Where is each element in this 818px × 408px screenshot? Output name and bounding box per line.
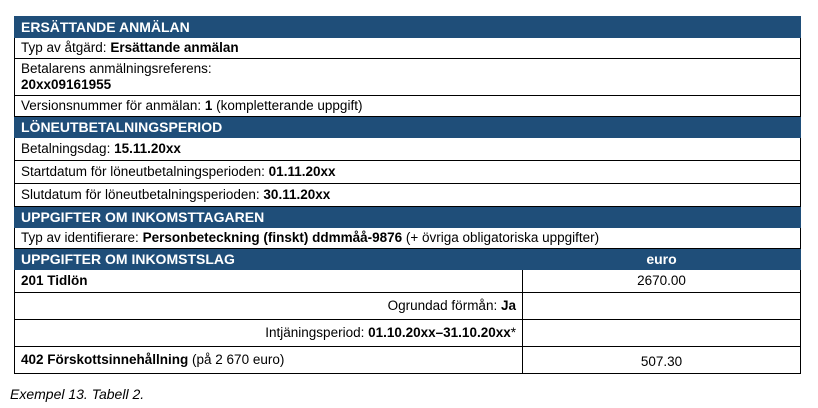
section-title: UPPGIFTER OM INKOMSTSLAG	[15, 249, 523, 270]
action-label: Typ av åtgärd:	[21, 40, 111, 55]
withholding-cell	[15, 347, 523, 374]
payer-ref-label: Betalarens anmälningsreferens:	[21, 61, 212, 76]
payment-date-cell	[15, 138, 801, 161]
payment-date-label: Betalningsdag:	[21, 141, 115, 156]
table-row	[15, 320, 801, 347]
version-value: 1	[204, 98, 213, 113]
id-type-note: (+ övriga obligatoriska uppgifter)	[402, 230, 600, 245]
table-row	[15, 138, 801, 161]
action-cell	[15, 38, 801, 59]
earning-period-mark: *	[510, 325, 516, 340]
version-cell	[15, 96, 801, 117]
payer-ref-cell	[15, 59, 801, 96]
end-date-value: 30.11.20xx	[263, 187, 331, 202]
payment-date-value: 15.11.20xx	[114, 141, 181, 156]
table-row	[15, 184, 801, 207]
table-row	[15, 59, 801, 96]
section-title: LÖNEUTBETALNINGSPERIOD	[15, 117, 801, 138]
table-row	[15, 38, 801, 59]
section-title: UPPGIFTER OM INKOMSTTAGAREN	[15, 207, 801, 228]
id-type-label: Typ av identifierare:	[21, 230, 143, 245]
end-date-label: Slutdatum för löneutbetalningsperioden:	[21, 187, 264, 202]
unjustified-label: Ogrundad förmån:	[387, 298, 501, 313]
section-header-pay-period	[15, 117, 801, 138]
earning-period-cell	[15, 320, 523, 347]
section-header-income-types	[15, 249, 801, 270]
table-row	[15, 228, 801, 249]
report-table	[14, 16, 801, 374]
table-row	[15, 347, 801, 374]
section-title: ERSÄTTANDE ANMÄLAN	[15, 17, 801, 38]
start-date-cell	[15, 161, 801, 184]
version-note: (kompletterande uppgift)	[212, 98, 363, 113]
end-date-cell	[15, 184, 801, 207]
start-date-value: 01.11.20xx	[268, 164, 336, 179]
unjustified-benefit-cell	[15, 293, 523, 320]
section-header-replacing-report	[15, 17, 801, 38]
earning-period-value: 01.10.20xx–31.10.20xx	[368, 325, 511, 340]
withholding-label: 402 Förskottsinnehållning	[21, 352, 189, 367]
start-date-label: Startdatum för löneutbetalningsperioden:	[21, 164, 269, 179]
table-caption: Exempel 13. Tabell 2.	[10, 386, 145, 402]
id-type-cell	[15, 228, 801, 249]
currency-header: euro	[523, 249, 801, 270]
withholding-note: (på 2 670 euro)	[188, 352, 285, 367]
version-label: Versionsnummer för anmälan:	[21, 98, 205, 113]
section-header-income-earner	[15, 207, 801, 228]
action-value: Ersättande anmälan	[110, 40, 239, 55]
empty-cell	[523, 320, 801, 347]
id-type-value: Personbeteckning (finskt) ddmmåå-9876	[142, 230, 403, 245]
table-row	[15, 96, 801, 117]
withholding-value: 507.30	[523, 347, 801, 374]
report-table-wrapper	[14, 16, 800, 374]
table-row	[15, 270, 801, 293]
time-wage-value: 2670.00	[523, 270, 801, 293]
unjustified-value: Ja	[500, 298, 516, 313]
empty-cell	[523, 293, 801, 320]
earning-period-label: Intjäningsperiod:	[265, 325, 369, 340]
time-wage-label: 201 Tidlön	[15, 270, 523, 293]
payer-ref-value: 20xx09161955	[21, 77, 112, 92]
table-row	[15, 161, 801, 184]
table-row	[15, 293, 801, 320]
